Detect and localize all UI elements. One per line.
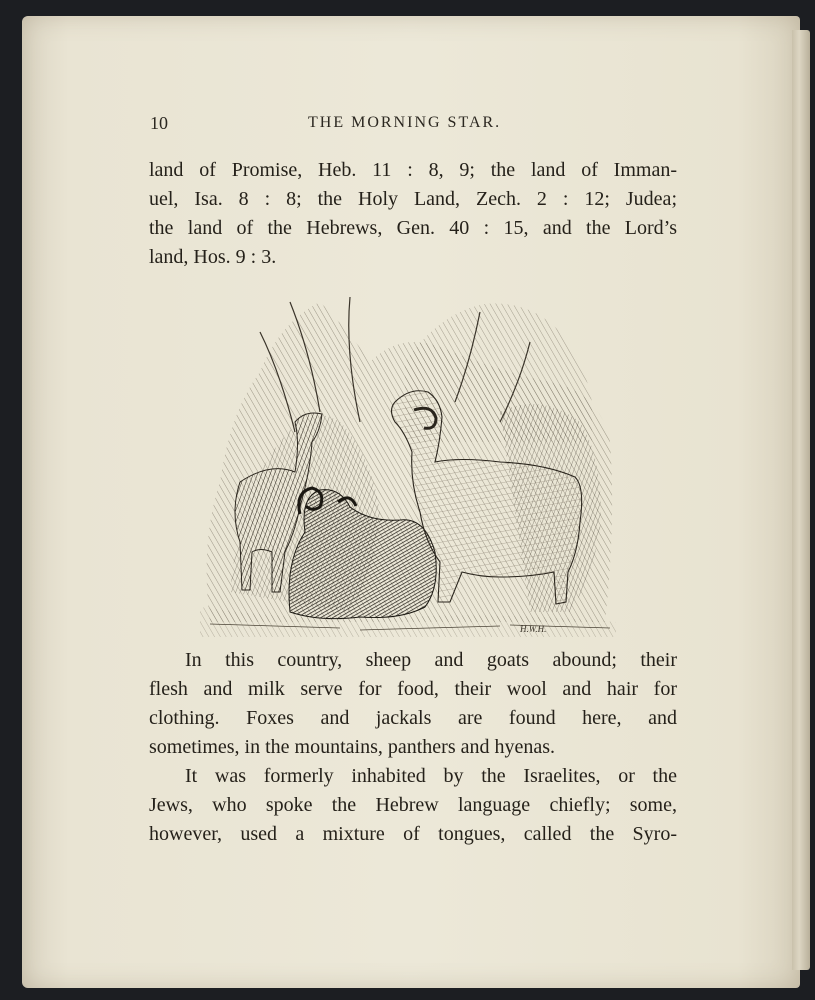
page-number: 10 <box>150 113 168 133</box>
text-line: the land of the Hebrews, Gen. 40 : 15, and the Lord’s <box>149 217 677 239</box>
text-line: uel, Isa. 8 : 8; the Holy Land, Zech. 2 : 12; Judea; <box>149 188 677 210</box>
paragraph-promised-land <box>149 156 677 272</box>
text-line: sometimes, in the mountains, panthers and hyenas. <box>149 736 556 758</box>
page-header <box>150 113 662 137</box>
text-line: clothing. Foxes and jackals are found here, and <box>149 707 677 729</box>
text-line: land, Hos. 9 : 3. <box>149 246 277 268</box>
text-line: It was formerly inhabited by the Israelites, or the <box>185 765 677 787</box>
text-line: Jews, who spoke the Hebrew language chiefly; some, <box>149 794 677 816</box>
engraver-signature: H.W.H. <box>520 624 547 634</box>
text-line: however, used a mixture of tongues, called the Syro- <box>149 823 677 845</box>
text-line: In this country, sheep and goats abound; their <box>185 649 677 671</box>
text-line: land of Promise, Heb. 11 : 8, 9; the land of Imman- <box>149 159 677 181</box>
paragraph-country <box>149 646 677 849</box>
page-edge <box>792 30 810 970</box>
text-line: flesh and milk serve for food, their wool and hair for <box>149 678 677 700</box>
running-title: THE MORNING STAR. <box>308 114 502 131</box>
sheep-goats-engraving <box>200 292 616 637</box>
